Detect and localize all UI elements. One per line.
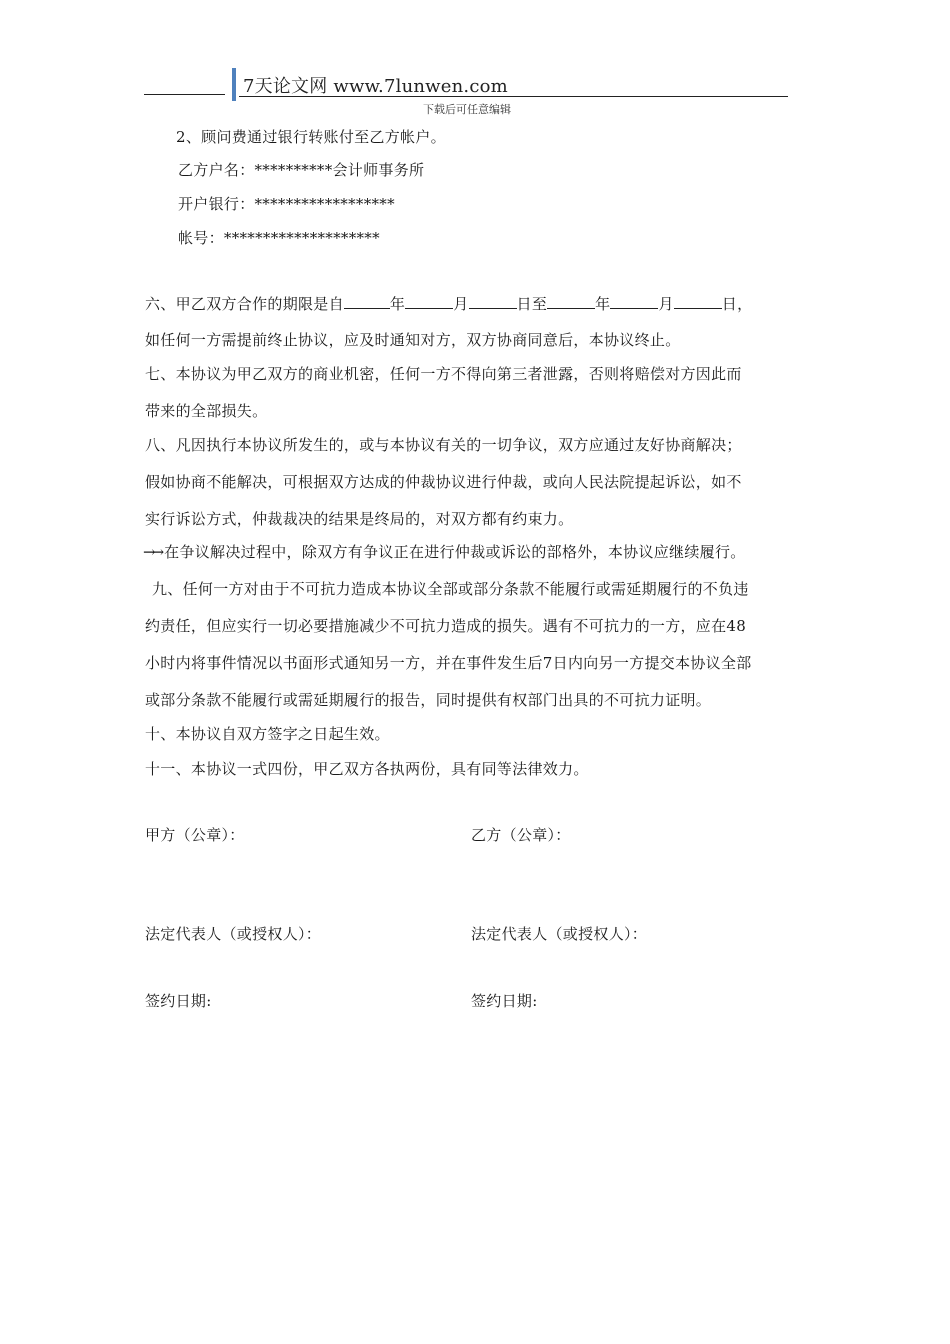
month-label: 月 [658,295,674,313]
clause-8-line-2: 假如协商不能解决，可根据双方达成的仲裁协议进行仲裁，或向人民法院提起诉讼，如不 [145,473,742,491]
party-b-representative: 法定代表人（或授权人）： [471,925,648,943]
clause-9-line-1: 九、任何一方对由于不可抗力造成本协议全部或部分条款不能履行或需延期履行的不负违 [152,580,749,598]
header-subtitle: 下载后可任意编辑 [423,103,511,116]
party-b-seal: 乙方（公章）： [471,826,571,844]
year-label: 年 [389,295,406,313]
party-b-sign-date: 签约日期: [471,992,538,1010]
clause-8-line-3: 实行诉讼方式，仲裁裁决的结果是终局的，对双方都有约束力。 [145,510,574,528]
blank-day-start [469,294,517,309]
tab-arrows: →→ [143,543,161,561]
site-title: 7天论文网 www.7lunwen.com [243,76,508,97]
clause-8-line-1: 八、凡因执行本协议所发生的，或与本协议有关的一切争议，双方应通过友好协商解决； [145,436,742,454]
clause-11: 十一、本协议一式四份，甲乙双方各执两份，具有同等法律效力。 [145,760,589,778]
party-a-seal: 甲方（公章）： [145,826,245,844]
account-number: 帐号：******************** [178,229,380,247]
clause-8-line-4-text: 在争议解决过程中，除双方有争议正在进行仲裁或诉讼的部格外，本协议应继续履行。 [164,543,746,561]
clause-7-line-2: 带来的全部损失。 [145,402,268,420]
day-end-label: 日， [721,295,753,313]
clause-8-line-4 [143,542,746,562]
header-rule-right [239,96,788,97]
clause-9-line-3: 小时内将事件情况以书面形式通知另一方，并在事件发生后7日内向另一方提交本协议全部 [145,654,752,672]
clause-9-line-2: 约责任，但应实行一切必要措施减少不可抗力造成的损失。遇有不可抗力的一方，应在48 [145,617,747,635]
month-label: 月 [453,295,469,313]
bank-name: 开户银行：****************** [178,195,395,213]
blank-month-end [610,294,658,309]
clause-6-start: 六、甲乙双方合作的期限是自 [145,295,344,313]
clause-6-line-2: 如任何一方需提前终止协议，应及时通知对方，双方协商同意后，本协议终止。 [145,331,681,349]
day-to-label: 日至 [516,295,548,313]
party-a-sign-date: 签约日期: [145,992,212,1010]
year-label: 年 [595,295,611,313]
clause-10: 十、本协议自双方签字之日起生效。 [145,725,390,743]
blank-day-end [674,294,722,309]
clause-7-line-1: 七、本协议为甲乙双方的商业机密，任何一方不得向第三者泄露，否则将赔偿对方因此而 [145,365,742,383]
clause-9-line-4: 或部分条款不能履行或需延期履行的报告，同时提供有权部门出具的不可抗力证明。 [145,691,712,709]
blank-year-end [547,294,595,309]
blank-year-start [344,294,390,309]
header-rule-left [144,94,225,95]
account-name: 乙方户名：**********会计师事务所 [178,161,425,179]
header-accent-bar [232,68,236,101]
party-a-representative: 法定代表人（或授权人）： [145,925,322,943]
clause-6-line-1 [145,294,752,314]
payment-clause: 2、顾问费通过银行转账付至乙方帐户。 [176,128,446,146]
blank-month-start [405,294,453,309]
